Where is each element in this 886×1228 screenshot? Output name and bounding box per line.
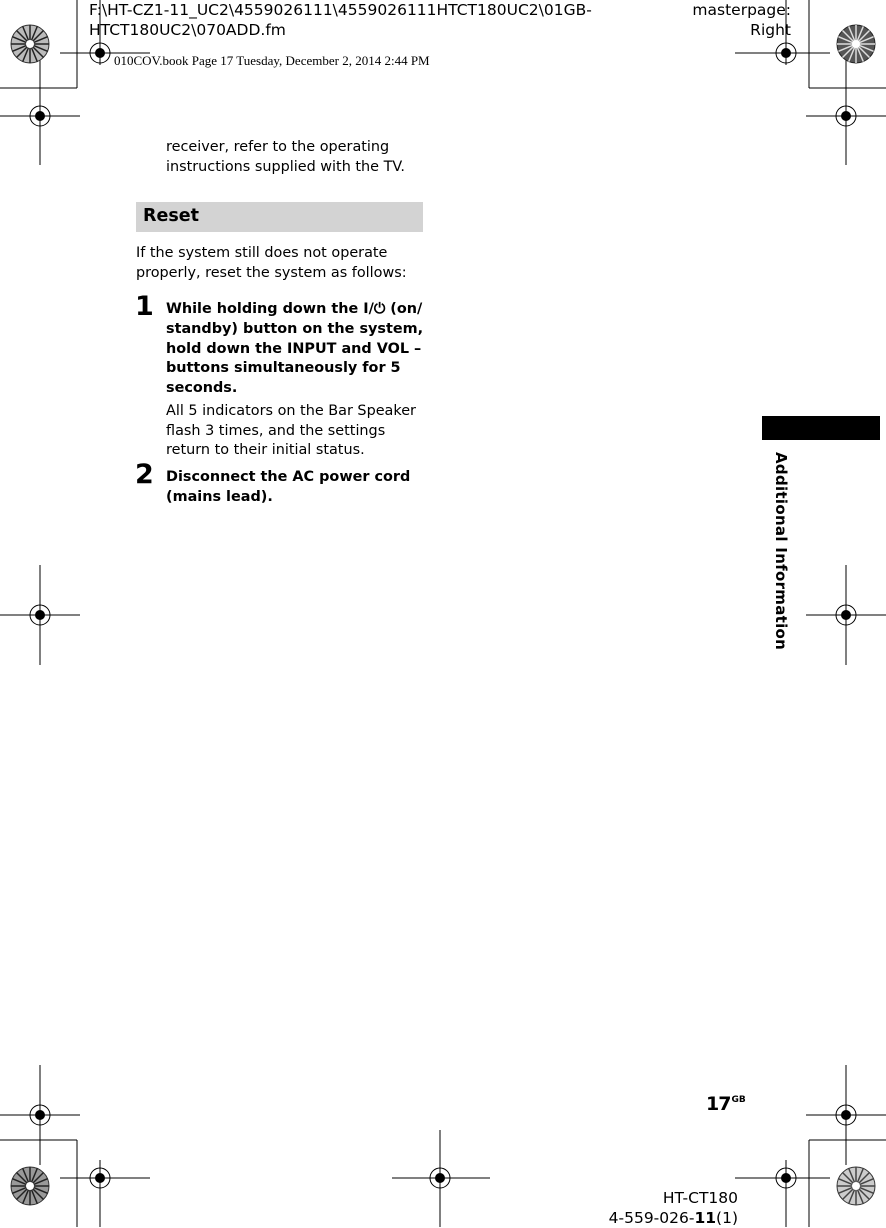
paragraph-line: properly, reset the system as follows: — [136, 264, 407, 281]
color-wheel-icon — [836, 1166, 876, 1206]
intro-line: instructions supplied with the TV. — [166, 158, 405, 175]
registration-target-icon — [28, 1103, 52, 1127]
step-line: (mains lead). — [166, 488, 273, 505]
paragraph-line: If the system still does not operate — [136, 245, 388, 261]
step-line: standby) button on the system, — [166, 320, 424, 337]
header-masterpage-line2: Right — [750, 21, 791, 39]
detail-line: All 5 indicators on the Bar Speaker — [166, 403, 416, 419]
registration-target-icon — [28, 104, 52, 128]
book-info: 010COV.book Page 17 Tuesday, December 2, 2014 2:44 PM — [114, 53, 430, 68]
section-header-bar — [136, 202, 423, 232]
step-line: Disconnect the AC power cord — [166, 469, 411, 485]
registration-target-icon — [834, 1103, 858, 1127]
step-line: buttons simultaneously for 5 — [166, 360, 401, 377]
step-instruction — [166, 468, 410, 508]
step-number: 2 — [135, 459, 154, 490]
registration-target-icon — [774, 41, 798, 65]
step-line: hold down the INPUT and VOL – — [166, 340, 422, 357]
registration-target-icon — [88, 41, 112, 65]
side-tab-label: Additional Information — [772, 452, 790, 651]
registration-target-icon — [88, 1166, 112, 1190]
header-filepath-line2: HTCT180UC2\070ADD.fm — [89, 21, 286, 39]
part-suffix: (1) — [716, 1209, 738, 1227]
registration-target-icon — [834, 603, 858, 627]
side-tab-marker — [762, 416, 880, 440]
intro-line: receiver, refer to the operating — [166, 139, 390, 155]
header-filepath — [89, 0, 592, 40]
step-detail — [166, 402, 416, 461]
registration-target-icon — [834, 104, 858, 128]
page-number-value: 17 — [706, 1093, 731, 1115]
color-wheel-icon — [10, 1166, 50, 1206]
page-number-suffix: GB — [731, 1095, 746, 1105]
registration-target-icon — [28, 603, 52, 627]
page-number — [706, 1093, 746, 1115]
color-wheel-icon — [10, 24, 50, 64]
step-instruction — [166, 300, 423, 399]
reset-paragraph — [136, 244, 407, 283]
detail-line: return to their initial status. — [166, 442, 365, 458]
step-line: seconds. — [166, 380, 238, 397]
header-masterpage — [692, 0, 791, 40]
header-masterpage-line1: masterpage: — [692, 1, 791, 19]
section-title: Reset — [143, 206, 199, 226]
detail-line: flash 3 times, and the settings — [166, 422, 386, 439]
header-filepath-line1: F:\HT-CZ1-11_UC2\4559026111\4559026111HTCT180UC2\01GB- — [89, 1, 592, 19]
model-info — [609, 1188, 738, 1228]
color-wheel-icon — [836, 24, 876, 64]
registration-target-icon — [428, 1166, 452, 1190]
step-number: 1 — [135, 291, 154, 322]
registration-target-icon — [774, 1166, 798, 1190]
model-name: HT-CT180 — [662, 1189, 738, 1207]
intro-text — [166, 138, 405, 177]
part-number — [609, 1208, 738, 1228]
part-bold: 11 — [694, 1209, 717, 1227]
part-prefix: 4-559-026- — [608, 1209, 695, 1227]
step-line: While holding down the I/⏻ (on/ — [166, 301, 423, 317]
